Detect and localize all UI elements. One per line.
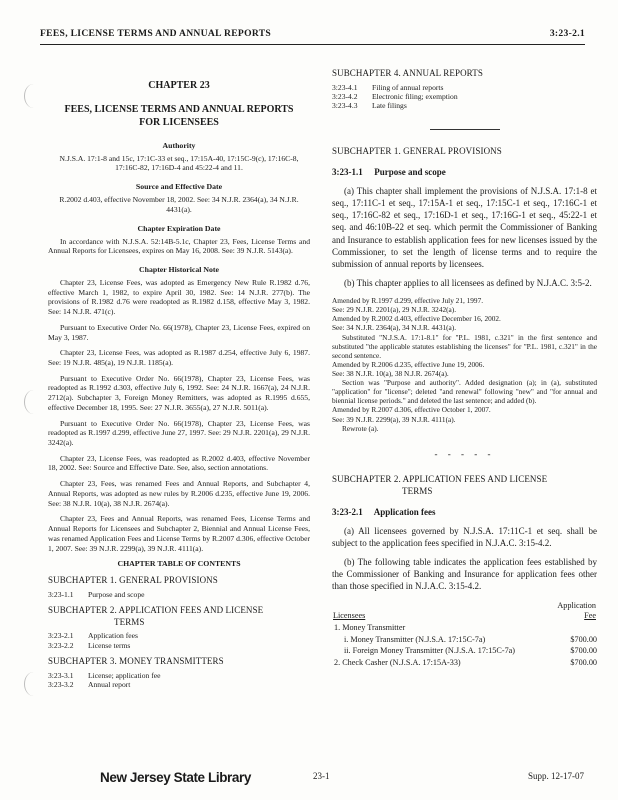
supplement-date: Supp. 12-17-07 [528,771,584,781]
history-line: Substituted "N.J.S.A. 17:1-8.1" for "P.L. 1981, c.321" in the first sentence and substituted "the applicable statutes establishing the licenses" for "P.L. 1981, c.321" in the second sentence. [332,332,597,360]
toc-entry-title: Filing of annual reports [372,82,444,92]
toc-entry[interactable] [48,590,310,599]
history-line: Amended by R.1997 d.299, effective July 21, 1997. [332,296,484,306]
toc-subchapter-heading-cont: TERMS [114,616,145,627]
toc-entry-number: 3:23-4.1 [332,82,358,92]
running-header [40,24,585,45]
toc-entry-number: 3:23-2.1 [48,631,74,641]
table-cell-fee [549,623,597,635]
binder-hole-mark [24,672,43,696]
toc-entry-title: Annual report [88,680,131,690]
history-line: See: 39 N.J.R. 2299(a), 39 N.J.R. 4111(a). [332,414,456,424]
chapter-title-line: FOR LICENSEES [139,116,219,128]
section-history-note [332,296,597,433]
authority-heading: Authority [162,140,196,150]
subchapter-2-heading-cont: TERMS [402,485,433,496]
toc-entry-title: Purpose and scope [88,589,145,599]
running-header-section: 3:23-2.1 [549,28,585,39]
binder-hole-mark [24,84,43,108]
table-cell-fee: $700.00 [570,646,597,656]
toc-entry[interactable] [332,83,597,92]
section-paragraph: (a) All licensees governed by N.J.S.A. 17:11C-1 et seq. shall be subject to the application fees specified in N.J.A.C. 3:15-4.2. [332,525,597,548]
toc-subchapter-heading: SUBCHAPTER 4. ANNUAL REPORTS [332,68,483,78]
authority-text: N.J.S.A. 17:1-8 and 15c, 17:1C-33 et seq., 17:15A-40, 17:15C-9(c), 17:16C-8, 17:16C-82, 17:16D-4 and 45:22-4 and 11. [59,153,299,173]
history-paragraph: Chapter 23, License Fees, was adopted as Emergency New Rule R.1982 d.76, effective March 1, 1982, to expire April 30, 1982. See: 14 N.J.R. 277(b). The provisions of R.1982 d.76 were readopted as R.1982 d.158, effective May 3, 1982. See: 14 N.J.R. 471(c). [48,277,310,317]
history-paragraph: Chapter 23, Fees, was renamed Fees and Annual Reports, and Subchapter 4, Annual Reports, was adopted as new rules by R.2006 d.235, effective June 19, 2006. See: 38 N.J.R. 10(a), 38 N.J.R. 2674(a). [48,479,310,508]
toc-entry-number: 3:23-3.2 [48,680,74,690]
table-row [332,634,597,646]
history-line: See: 34 N.J.R. 2364(a), 34 N.J.R. 4431(a). [332,323,457,333]
history-line: See: 38 N.J.R. 10(a), 38 N.J.R. 2674(a). [332,369,449,378]
history-paragraph: Pursuant to Executive Order No. 66(1978), Chapter 23, License Fees, expired on May 3, 1987. [48,322,310,342]
table-cell-label: ii. Foreign Money Transmitter (N.J.S.A. 17:15C-7a) [344,646,516,656]
page-number: 23-1 [313,771,330,781]
toc-subchapter-heading: SUBCHAPTER 3. MONEY TRANSMITTERS [48,656,224,667]
history-paragraph: Chapter 23, Fees and Annual Reports, was renamed Fees, License Terms and Annual Reports for Licensees and Subchapter 2, Biennial and Annual License Fees, was renamed Application Fees and License Terms by R.2007 d.306, effective October 1, 2007. See: 39 N.J.R. 2299(a), 39 N.J.R. 4111(a). [48,514,310,553]
section-paragraph: (b) The following table indicates the application fees established by the Commissioner of Banking and Insurance for application fees other than those specified in N.J.A.C. 3:15-4.2. [332,557,597,592]
toc-subchapter-heading: SUBCHAPTER 1. GENERAL PROVISIONS [48,575,218,586]
toc-entry-title: License terms [88,640,131,650]
table-row [332,623,597,635]
toc-entry-title: License; application fee [88,670,161,680]
application-fee-table [332,600,597,669]
table-row [332,646,597,658]
toc-entry[interactable] [332,92,597,101]
table-cell-fee: $700.00 [570,657,597,667]
table-cell-label: 1. Money Transmitter [334,623,406,633]
table-header-licensees: Licensees [333,611,366,621]
expiration-heading: Chapter Expiration Date [137,223,221,233]
toc-entry[interactable] [48,631,310,640]
section-heading [332,167,597,179]
toc-subchapter-heading: SUBCHAPTER 2. APPLICATION FEES AND LICENSE [48,605,264,616]
toc-entry-title: Application fees [88,631,138,641]
toc-entry-number: 3:23-4.2 [332,92,358,101]
section-paragraph: (b) This chapter applies to all licensees as defined by N.J.A.C. 3:5-2. [344,277,592,288]
table-cell-label: 2. Check Casher (N.J.S.A. 17:15A-33) [334,657,461,667]
source-text: R.2002 d.403, effective November 18, 2002. See: 34 N.J.R. 2364(a), 34 N.J.R. 4431(a). [59,195,299,214]
left-column [48,78,310,690]
table-header-fee: Application Fee [557,600,596,621]
history-heading: Chapter Historical Note [139,265,219,275]
history-paragraph: Pursuant to Executive Order No. 66(1978), Chapter 23, License Fees, was readopted as R.1997 d.299, effective June 27, 1997. See: 29 N.J.R. 2201(a), 29 N.J.R. 3242(a). [48,418,310,448]
running-header-title: FEES, LICENSE TERMS AND ANNUAL REPORTS [40,28,272,39]
chapter-title-line: FEES, LICENSE TERMS AND ANNUAL REPORTS [64,103,294,115]
history-line: Amended by R.2002 d.403, effective December 16, 2002. [332,314,501,324]
binder-hole-mark [24,390,43,414]
section-title: Application fees [373,507,436,518]
table-row [332,657,597,669]
source-heading: Source and Effective Date [135,182,223,192]
chapter-number: CHAPTER 23 [148,80,210,91]
history-paragraph: Chapter 23, License Fees, was readopted as R.2002 d.403, effective November 18, 2002. See: Source and Effective Date. See, also, section annotations. [48,453,310,473]
toc-entry[interactable] [48,671,310,680]
history-line: Section was "Purpose and authority". Added designation (a); in (a), substituted "application" for "license"; deleted "and renewal" following "new" and "for annual and biennial license periods." and deleted the last sentence; and added (b). [332,378,597,406]
table-header-row [332,600,597,623]
history-paragraph: Pursuant to Executive Order No. 66(1978), Chapter 23, License Fees, was readopted as R.1992 d.303, effective July 6, 1992. See: 24 N.J.R. 1667(a), 24 N.J.R. 2712(a). Subchapter 3, Foreign Money Remitters, was adopted as R.1995 d.655, effective December 18, 1995. See: 27 N.J.R. 3655(a), 27 N.J.R. 5011(a). [48,373,310,412]
toc-entry-number: 3:23-4.3 [332,101,358,111]
chapter-title [48,103,310,129]
section-heading [332,507,597,519]
toc-entry-title: Late filings [372,101,407,111]
library-watermark: New Jersey State Library [100,770,251,785]
subchapter-2-heading: SUBCHAPTER 2. APPLICATION FEES AND LICENSE [332,474,548,485]
section-separator: - - - - - [434,448,495,459]
section-title: Purpose and scope [374,167,446,178]
toc-entry-number: 3:23-1.1 [48,589,74,599]
toc-heading: CHAPTER TABLE OF CONTENTS [117,559,241,569]
section-number: 3:23-1.1 [332,167,363,178]
toc-entry-number: 3:23-3.1 [48,670,74,680]
toc-entry-title: Electronic filing; exemption [372,92,458,101]
section-number: 3:23-2.1 [332,507,363,518]
history-paragraph: Chapter 23, License Fees, was adopted as R.1987 d.254, effective July 6, 1987. See: 19 N.J.R. 485(a), 19 N.J.R. 1185(a). [48,348,310,368]
right-column [332,68,597,669]
history-line: See: 29 N.J.R. 2201(a), 29 N.J.R. 3242(a). [332,305,457,315]
history-line: Amended by R.2007 d.306, effective October 1, 2007. [332,405,491,415]
table-cell-label: i. Money Transmitter (N.J.S.A. 17:15C-7a) [344,634,486,644]
history-line: Amended by R.2006 d.235, effective June 19, 2006. [332,359,485,369]
subchapter-1-heading: SUBCHAPTER 1. GENERAL PROVISIONS [332,145,502,156]
table-cell-fee: $700.00 [570,634,597,644]
toc-divider [430,129,500,130]
expiration-text: In accordance with N.J.S.A. 52:14B-5.1c, Chapter 23, Fees, License Terms and Annual Reports for Licensees, expires on May 16, 2008. See: 39 N.J.R. 5143(a). [48,236,310,256]
toc-entry[interactable] [48,680,310,689]
toc-entry[interactable] [48,641,310,650]
toc-entry[interactable] [332,101,597,110]
history-line: Rewrote (a). [342,423,379,433]
toc-entry-number: 3:23-2.2 [48,640,74,650]
section-paragraph: (a) This chapter shall implement the provisions of N.J.S.A. 17:1-8 et seq., 17:11C-1 et seq., 17:15A-1 et seq., 17:15C-1 et seq., 17:16C-1 et seq., 17:16C-82 et seq., 17:16D-1 et seq., 17:16G-1 et seq., 45:22-1 et seq. and 46:10B-22 et seq. which permit the Commissioner of Banking and Insurance to establish application fees for new licenses issued by the Commissioner, to set the length of license terms and to require the submission of annual reports by licensees. [332,186,597,269]
